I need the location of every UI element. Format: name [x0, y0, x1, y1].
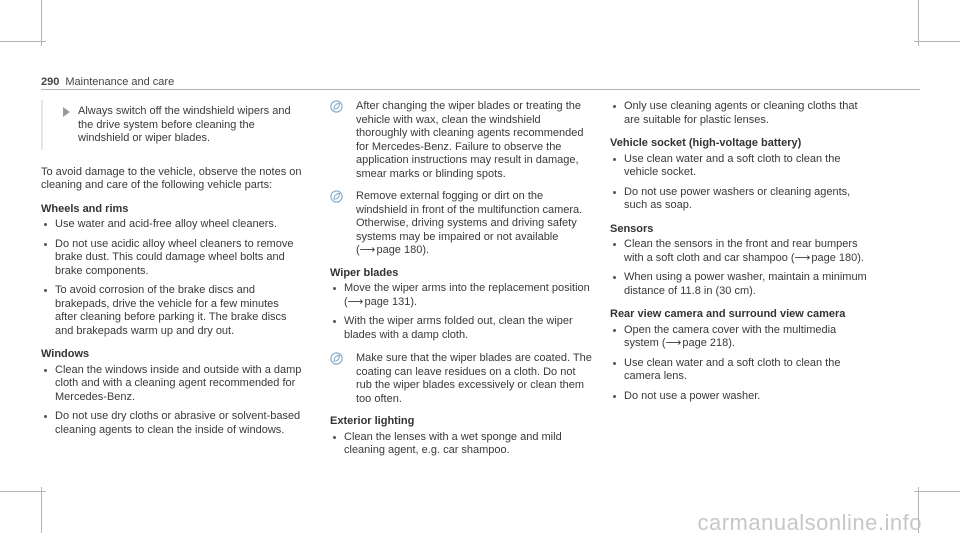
list-item: Do not use dry cloths or abrasive or solvent-based cleaning agents to clean the inside of windows.: [41, 410, 303, 437]
environment-note-3: Make sure that the wiper blades are coated. The coating can leave residues on a cloth. Do not rub the wiper blades excessively or clean them too often.: [330, 352, 592, 406]
environment-note-1: After changing the wiper blades or treating the vehicle with wax, clean the windshield thoroughly with cleaning agents recommended for Mercedes-Benz. Failure to observe the application instructions may result in damage, smear marks or blinding spots.: [330, 100, 592, 181]
crop-mark-tl-v: [41, 0, 42, 46]
arrow-right-icon: ⟶: [665, 337, 682, 349]
header-rule: [41, 89, 920, 90]
list-item: Clean the sensors in the front and rear bumpers with a soft cloth and car shampoo (⟶page 180).: [610, 238, 872, 265]
list-item: Open the camera cover with the multimedia system (⟶page 218).: [610, 324, 872, 351]
watermark: carmanualsonline.info: [697, 509, 922, 535]
arrow-right-icon: ⟶: [347, 295, 364, 308]
exterior-lighting-heading: Exterior lighting: [330, 415, 415, 427]
page-reference-link[interactable]: page 180).: [376, 244, 430, 256]
list-item: Use clean water and a soft cloth to clean the vehicle socket.: [610, 153, 872, 180]
page-reference-link[interactable]: page 180).: [811, 251, 864, 264]
list-item: Clean the lenses with a wet sponge and mild cleaning agent, e.g. car shampoo.: [330, 431, 592, 458]
list-item: Use clean water and a soft cloth to clean the camera lens.: [610, 357, 872, 384]
section-exterior-lighting: [330, 415, 592, 458]
arrow-right-icon: ⟶: [359, 244, 376, 256]
bullet-icon: [613, 191, 616, 194]
page-number: 290: [41, 76, 60, 88]
wiper-blades-heading: Wiper blades: [330, 266, 399, 279]
section-camera: [610, 308, 872, 403]
section-wheels: [41, 203, 303, 339]
bullet-icon: [333, 436, 336, 439]
bullet-icon: [44, 369, 47, 372]
wiper-warning-note: [41, 100, 303, 150]
crop-mark-bl-h: [0, 491, 46, 492]
list-item: Use water and acid-free alloy wheel cleaners.: [41, 218, 303, 232]
list-item: Do not use acidic alloy wheel cleaners to remove brake dust. This could damage wheel bolts and brake components.: [41, 238, 303, 279]
crop-mark-bl-v: [41, 487, 42, 533]
crop-mark-tl-h: [0, 41, 46, 42]
windows-heading: Windows: [41, 348, 90, 360]
bullet-icon: [44, 289, 47, 292]
list-item: Do not use a power washer.: [610, 390, 872, 404]
triangle-arrow-icon: [63, 107, 70, 117]
intro-paragraph: To avoid damage to the vehicle, observe the notes on cleaning and care of the following vehicle parts:: [41, 165, 302, 191]
environment-leaf-icon: [330, 190, 343, 203]
wiper-warning-text: Always switch off the windshield wipers and the drive system before cleaning the windshield or wiper blades.: [78, 105, 291, 144]
page-header: [41, 76, 174, 90]
bullet-icon: [333, 287, 336, 290]
bullet-icon: [333, 320, 336, 323]
section-title: Maintenance and care: [65, 76, 175, 88]
bullet-icon: [44, 243, 47, 246]
bullet-icon: [613, 243, 616, 246]
crop-mark-br-h: [914, 491, 960, 492]
list-item: Only use cleaning agents or cleaning cloths that are suitable for plastic lenses.: [610, 100, 872, 127]
column-3: [610, 100, 872, 413]
arrow-right-icon: ⟶: [794, 251, 811, 264]
list-item: To avoid corrosion of the brake discs and brakepads, drive the vehicle for a few minutes after cleaning before parking it. The brake discs and brakepads warm up and dry out.: [41, 284, 303, 338]
bullet-icon: [613, 158, 616, 161]
section-lighting-continued: [610, 100, 872, 127]
page-reference-link[interactable]: page 131).: [364, 295, 418, 308]
section-sensors: [610, 223, 872, 299]
bullet-icon: [613, 329, 616, 332]
environment-leaf-icon: [330, 352, 343, 365]
wheels-heading: Wheels and rims: [41, 202, 129, 215]
section-wiper-blades: [330, 267, 592, 343]
camera-heading: Rear view camera and surround view camera: [610, 308, 846, 320]
list-item: Move the wiper arms into the replacement position (⟶page 131).: [330, 282, 592, 309]
page-reference-link[interactable]: page 218).: [682, 337, 735, 349]
bullet-icon: [613, 276, 616, 279]
list-item: When using a power washer, maintain a minimum distance of 11.8 in (30 cm).: [610, 271, 872, 298]
environment-note-2: Remove external fogging or dirt on the windshield in front of the multifunction camera. Otherwise, driving systems and driving safety systems may be impaired or not available (⟶page 180).: [330, 190, 592, 258]
section-vehicle-socket: [610, 137, 872, 213]
bullet-icon: [613, 362, 616, 365]
list-item: Do not use power washers or cleaning agents, such as soap.: [610, 186, 872, 213]
bullet-icon: [44, 223, 47, 226]
bullet-icon: [613, 105, 616, 108]
column-1: [41, 100, 303, 447]
bullet-icon: [44, 415, 47, 418]
vehicle-socket-heading: Vehicle socket (high-voltage battery): [610, 137, 802, 149]
list-item: With the wiper arms folded out, clean the wiper blades with a damp cloth.: [330, 315, 592, 342]
column-2: [330, 100, 592, 468]
list-item: Clean the windows inside and outside with a damp cloth and with a cleaning agent recommended for Mercedes-Benz.: [41, 364, 303, 405]
crop-mark-tr-v: [918, 0, 919, 46]
bullet-icon: [613, 395, 616, 398]
sensors-heading: Sensors: [610, 222, 654, 235]
crop-mark-tr-h: [914, 41, 960, 42]
environment-leaf-icon: [330, 100, 343, 113]
section-windows: [41, 348, 303, 437]
